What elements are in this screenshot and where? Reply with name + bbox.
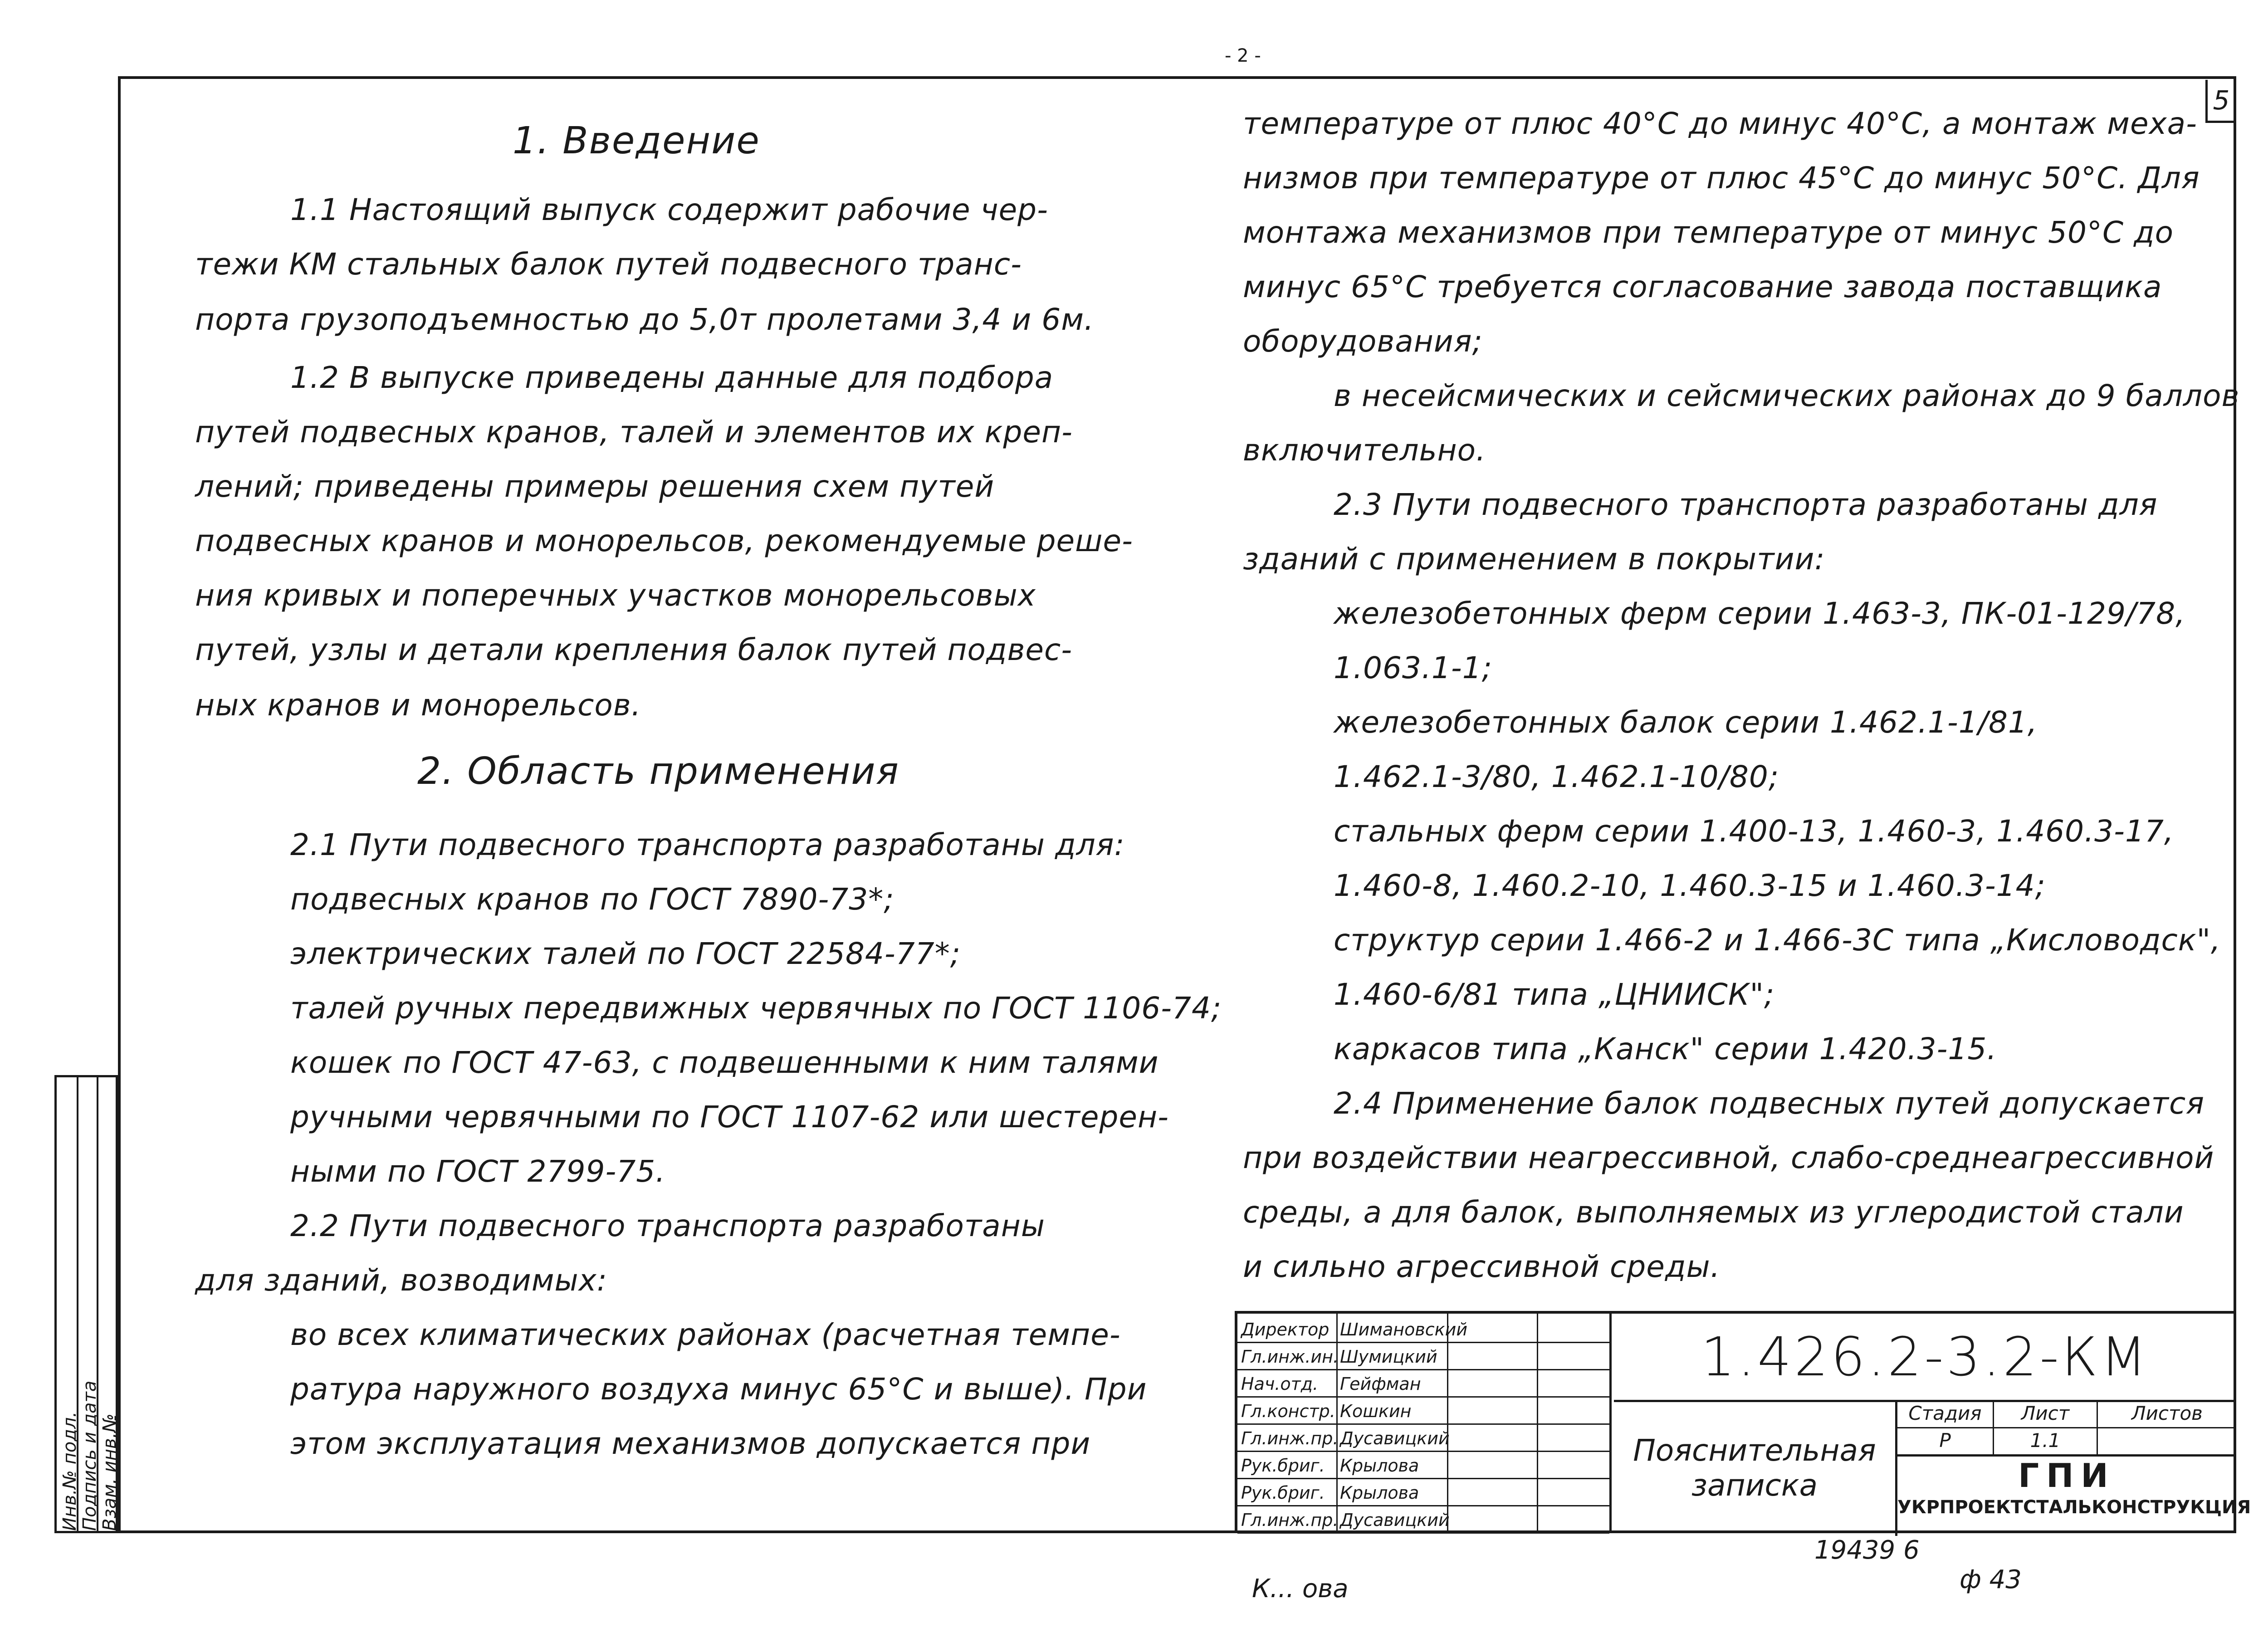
text-line: подвесных кранов и монорельсов, рекомендуемые реше- bbox=[195, 523, 1133, 558]
text-line: структур серии 1.466-2 и 1.466-3С типа „Кисловодск", bbox=[1334, 923, 2221, 958]
text-line: низмов при температуре от плюс 45°С до минус 50°С. Для bbox=[1243, 161, 2200, 196]
signature-row bbox=[1237, 1426, 1609, 1452]
stage-header: Стадия bbox=[1897, 1400, 1994, 1428]
stage-value: Р bbox=[1897, 1427, 1994, 1457]
text-line: лений; приведены примеры решения схем путей bbox=[195, 469, 995, 504]
text-line: 1.460-6/81 типа „ЦНИИСК"; bbox=[1334, 977, 1775, 1012]
text-line: ных кранов и монорельсов. bbox=[195, 688, 641, 723]
text-line: 1.462.1-3/80, 1.462.1-10/80; bbox=[1334, 759, 1779, 794]
signature-name: Крылова bbox=[1340, 1483, 1419, 1503]
signature-role: Гл.констр. bbox=[1241, 1401, 1335, 1421]
signature-name: Шимановский bbox=[1340, 1320, 1468, 1340]
signature-row bbox=[1237, 1508, 1609, 1534]
text-line: в несейсмических и сейсмических районах до 9 баллов bbox=[1334, 378, 2240, 413]
text-line: 1.1 Настоящий выпуск содержит рабочие чер- bbox=[290, 192, 1048, 227]
text-line: подвесных кранов по ГОСТ 7890-73*; bbox=[290, 882, 894, 917]
title-block bbox=[1235, 1311, 2251, 1533]
text-line: температуре от плюс 40°С до минус 40°С, а монтаж меха- bbox=[1243, 106, 2197, 141]
text-line: среды, а для балок, выполняемых из углеродистой стали bbox=[1243, 1195, 2184, 1230]
text-line: 1.2 В выпуске приведены данные для подбора bbox=[290, 360, 1054, 395]
signature-role: Нач.отд. bbox=[1241, 1374, 1319, 1394]
bottom-left-note: К... ова bbox=[1252, 1574, 1349, 1604]
signature-row bbox=[1237, 1453, 1609, 1479]
text-line: порта грузоподъемностью до 5,0т пролетами 3,4 и 6м. bbox=[195, 302, 1095, 337]
signature-name: Крылова bbox=[1340, 1456, 1419, 1476]
side-stamp-label: Взам. инв.№ bbox=[99, 1413, 120, 1531]
signature-role: Рук.бриг. bbox=[1241, 1483, 1325, 1503]
organization-short: ГПИ bbox=[2018, 1457, 2116, 1495]
document-title bbox=[1614, 1400, 1897, 1536]
text-line: 2.4 Применение балок подвесных путей допускается bbox=[1334, 1086, 2204, 1121]
signature-role: Рук.бриг. bbox=[1241, 1456, 1325, 1476]
section-heading: 2. Область применения bbox=[417, 750, 899, 793]
signature-row bbox=[1237, 1317, 1609, 1343]
text-line: для зданий, возводимых: bbox=[195, 1263, 607, 1298]
side-stamp-label: Подпись и дата bbox=[79, 1380, 100, 1531]
organization-full: УКРПРОЕКТСТАЛЬКОНСТРУКЦИЯ bbox=[1897, 1497, 2251, 1518]
text-line: ными по ГОСТ 2799-75. bbox=[290, 1154, 666, 1189]
signature-role: Гл.инж.пр. bbox=[1241, 1510, 1339, 1530]
signature-row bbox=[1237, 1344, 1609, 1370]
text-line: монтажа механизмов при температуре от минус 50°С до bbox=[1243, 215, 2174, 250]
text-line: ния кривых и поперечных участков монорельсовых bbox=[195, 578, 1036, 613]
signature-name: Дусавицкий bbox=[1340, 1510, 1450, 1530]
document-title-line: записка bbox=[1691, 1468, 1818, 1503]
archive-number: 19439 6 bbox=[1814, 1535, 1920, 1565]
text-line: железобетонных ферм серии 1.463-3, ПК-01-129/78, bbox=[1334, 596, 2186, 631]
text-line: электрических талей по ГОСТ 22584-77*; bbox=[290, 936, 961, 971]
designation-code: 1.426.2-3.2-КМ bbox=[1614, 1314, 2236, 1402]
text-line: 2.3 Пути подвесного транспорта разработаны для bbox=[1334, 487, 2158, 522]
text-line: этом эксплуатация механизмов допускается при bbox=[290, 1426, 1091, 1461]
bottom-right-note: ф 43 bbox=[1960, 1565, 2022, 1594]
text-line: зданий с применением в покрытии: bbox=[1243, 542, 1825, 577]
text-line: кошек по ГОСТ 47-63, с подвешенными к ним талями bbox=[290, 1045, 1159, 1080]
signature-role: Гл.инж.пр. bbox=[1241, 1428, 1339, 1448]
top-note: - 2 - bbox=[1225, 45, 1261, 66]
signature-row bbox=[1237, 1399, 1609, 1425]
text-line: 1.460-8, 1.460.2-10, 1.460.3-15 и 1.460.3-14; bbox=[1334, 868, 2046, 903]
document-title-line: Пояснительная bbox=[1633, 1433, 1876, 1468]
organization bbox=[1897, 1455, 2251, 1536]
signature-row bbox=[1237, 1372, 1609, 1398]
signature-name: Дусавицкий bbox=[1340, 1428, 1450, 1448]
signatures-grid bbox=[1237, 1314, 1612, 1533]
text-line: ручными червячными по ГОСТ 1107-62 или шестерен- bbox=[290, 1100, 1169, 1134]
side-stamp-label: Инв.№ подл. bbox=[59, 1411, 80, 1531]
text-line: при воздействии неагрессивной, слабо-среднеагрессивной bbox=[1243, 1140, 2214, 1175]
text-line: стальных ферм серии 1.400-13, 1.460-3, 1.460.3-17, bbox=[1334, 814, 2174, 849]
text-line: путей подвесных кранов, талей и элементов их креп- bbox=[195, 415, 1073, 450]
text-line: тежи КМ стальных балок путей подвесного транс- bbox=[195, 247, 1022, 282]
text-line: минус 65°С требуется согласование завода поставщика bbox=[1243, 269, 2162, 304]
text-line: и сильно агрессивной среды. bbox=[1243, 1249, 1721, 1284]
text-line: 2.1 Пути подвесного транспорта разработаны для: bbox=[290, 827, 1125, 862]
text-line: талей ручных передвижных червячных по ГОСТ 1106-74; bbox=[290, 991, 1222, 1026]
signature-row bbox=[1237, 1481, 1609, 1506]
text-line: 1.063.1-1; bbox=[1334, 650, 1492, 685]
text-line: путей, узлы и детали крепления балок путей подвес- bbox=[195, 632, 1073, 667]
side-stamp bbox=[54, 1075, 118, 1533]
text-line: ратура наружного воздуха минус 65°С и выше). При bbox=[290, 1372, 1147, 1407]
signature-name: Кошкин bbox=[1340, 1401, 1412, 1421]
sheet-value: 1.1 bbox=[1994, 1427, 2098, 1457]
text-line: 2.2 Пути подвесного транспорта разработаны bbox=[290, 1208, 1045, 1243]
signature-role: Гл.инж.ин. bbox=[1241, 1347, 1339, 1367]
sheet-number: 5 bbox=[2205, 80, 2235, 123]
section-heading: 1. Введение bbox=[513, 119, 760, 162]
text-line: во всех климатических районах (расчетная темпе- bbox=[290, 1317, 1121, 1352]
text-line: железобетонных балок серии 1.462.1-1/81, bbox=[1334, 705, 2038, 740]
text-line: включительно. bbox=[1243, 433, 1486, 468]
text-line: каркасов типа „Канск" серии 1.420.3-15. bbox=[1334, 1032, 1997, 1066]
text-line: оборудования; bbox=[1243, 324, 1483, 359]
sheets-header: Листов bbox=[2098, 1400, 2236, 1428]
sheet-header: Лист bbox=[1994, 1400, 2098, 1428]
signature-name: Гейфман bbox=[1340, 1374, 1421, 1394]
sheets-value bbox=[2098, 1427, 2236, 1457]
signature-role: Директор bbox=[1241, 1320, 1330, 1340]
signature-name: Шумицкий bbox=[1340, 1347, 1437, 1367]
